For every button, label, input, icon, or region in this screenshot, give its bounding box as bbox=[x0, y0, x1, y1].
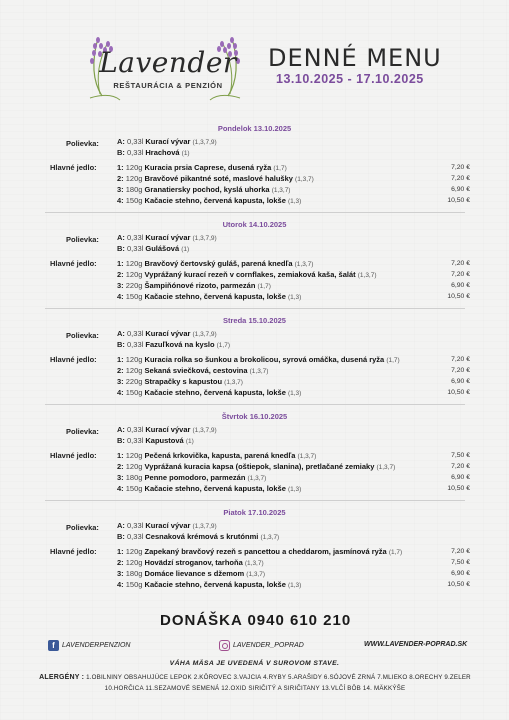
item-price: 10,50 € bbox=[447, 485, 470, 492]
allergens-legend bbox=[20, 672, 490, 694]
item-key: 4: bbox=[117, 196, 124, 205]
main-item bbox=[117, 163, 287, 174]
soup-item bbox=[117, 329, 217, 340]
item-allergens: (1,3,7) bbox=[376, 464, 396, 471]
item-weight: 220g bbox=[125, 377, 143, 386]
item-name: Gulášová bbox=[145, 244, 180, 253]
main-item bbox=[117, 281, 271, 292]
main-item bbox=[117, 569, 265, 580]
item-name: Kačacie stehno, červená kapusta, lokše bbox=[144, 484, 286, 493]
page-title: DENNÉ MENU bbox=[268, 44, 442, 72]
item-allergens: (1,3,7) bbox=[295, 176, 314, 183]
item-key: 1: bbox=[117, 547, 124, 556]
item-key: 4: bbox=[117, 388, 124, 397]
item-key: 1: bbox=[117, 163, 124, 172]
item-weight: 150g bbox=[125, 388, 143, 397]
day-section bbox=[0, 220, 509, 316]
item-allergens: (1) bbox=[181, 150, 190, 157]
item-key: B: bbox=[117, 148, 125, 157]
item-key: A: bbox=[117, 137, 125, 146]
item-price: 10,50 € bbox=[447, 389, 470, 396]
main-item bbox=[117, 174, 314, 185]
day-section bbox=[0, 124, 509, 220]
delivery-phone[interactable]: DONÁŠKA 0940 610 210 bbox=[160, 612, 352, 629]
item-price: 7,20 € bbox=[451, 367, 470, 374]
item-price: 7,20 € bbox=[451, 463, 470, 470]
item-name: Strapačky s kapustou bbox=[144, 377, 223, 386]
menu-days bbox=[0, 124, 509, 600]
main-label: Hlavné jedlo: bbox=[50, 259, 97, 268]
item-name: Fazuľková na kyslo bbox=[145, 340, 215, 349]
day-title: Pondelok 13.10.2025 bbox=[217, 124, 292, 133]
day-section bbox=[0, 412, 509, 508]
item-allergens: (1,3,7) bbox=[357, 272, 377, 279]
item-price: 7,20 € bbox=[451, 164, 470, 171]
main-item bbox=[117, 580, 301, 591]
item-weight: 120g bbox=[125, 558, 143, 567]
item-weight: 220g bbox=[125, 281, 143, 290]
item-weight: 120g bbox=[125, 355, 143, 364]
facebook-link[interactable] bbox=[48, 640, 130, 651]
item-allergens: (1,7) bbox=[216, 342, 231, 349]
item-weight: 120g bbox=[125, 259, 143, 268]
item-key: A: bbox=[117, 425, 125, 434]
item-weight: 150g bbox=[125, 580, 143, 589]
item-weight: 120g bbox=[125, 547, 143, 556]
soup-label: Polievka: bbox=[66, 139, 99, 148]
item-name: Penne pomodoro, parmezán bbox=[144, 473, 246, 482]
item-allergens: (1) bbox=[181, 246, 190, 253]
day-section bbox=[0, 316, 509, 412]
item-name: Kurací vývar bbox=[145, 137, 191, 146]
item-name: Kačacie stehno, červená kapusta, lokše bbox=[144, 580, 286, 589]
item-weight: 0,33l bbox=[127, 425, 144, 434]
item-price: 7,20 € bbox=[451, 260, 470, 267]
item-name: Kačacie stehno, červená kapusta, lokše bbox=[144, 388, 286, 397]
item-price: 10,50 € bbox=[447, 293, 470, 300]
main-item bbox=[117, 270, 377, 281]
item-price: 7,20 € bbox=[451, 356, 470, 363]
item-key: 1: bbox=[117, 355, 124, 364]
instagram-icon bbox=[219, 640, 230, 651]
main-item bbox=[117, 451, 316, 462]
soup-item bbox=[117, 137, 217, 148]
item-key: 2: bbox=[117, 270, 124, 279]
item-key: 3: bbox=[117, 377, 124, 386]
item-name: Kuracia rolka so šunkou a brokolicou, syrová omáčka, dusená ryža bbox=[144, 355, 385, 364]
main-item bbox=[117, 196, 301, 207]
item-name: Kurací vývar bbox=[145, 329, 191, 338]
soup-label: Polievka: bbox=[66, 523, 99, 532]
item-allergens: (1) bbox=[185, 438, 194, 445]
item-name: Granatiersky pochod, kyslá uhorka bbox=[144, 185, 270, 194]
item-weight: 150g bbox=[125, 196, 143, 205]
website-link[interactable]: WWW.LAVENDER-POPRAD.SK bbox=[364, 641, 468, 648]
item-weight: 120g bbox=[125, 174, 143, 183]
item-key: 1: bbox=[117, 259, 124, 268]
soup-item bbox=[117, 233, 217, 244]
item-allergens: (1,3) bbox=[287, 198, 302, 205]
day-title: Utorok 14.10.2025 bbox=[222, 220, 287, 229]
item-price: 7,50 € bbox=[451, 559, 470, 566]
item-name: Kurací vývar bbox=[145, 521, 191, 530]
item-price: 6,90 € bbox=[451, 282, 470, 289]
item-allergens: (1,3,7) bbox=[294, 261, 314, 268]
item-weight: 150g bbox=[125, 292, 143, 301]
item-allergens: (1,3,7,9) bbox=[192, 139, 217, 146]
main-item bbox=[117, 292, 301, 303]
main-item bbox=[117, 462, 395, 473]
facebook-icon: f bbox=[48, 640, 59, 651]
soup-item bbox=[117, 436, 194, 447]
main-label: Hlavné jedlo: bbox=[50, 547, 97, 556]
item-weight: 120g bbox=[125, 462, 143, 471]
item-price: 6,90 € bbox=[451, 378, 470, 385]
item-name: Bravčové pikantné soté, maslové halušky bbox=[144, 174, 293, 183]
item-name: Cesnaková krémová s krutónmi bbox=[145, 532, 259, 541]
item-name: Vyprážaná kuracia kapsa (oštiepok, slanina), pretlačané zemiaky bbox=[144, 462, 375, 471]
logo-subtitle: REŠTAURÁCIA & PENZIÓN bbox=[113, 81, 223, 90]
logo bbox=[80, 34, 250, 104]
item-allergens: (1,3,7) bbox=[246, 571, 266, 578]
item-weight: 120g bbox=[125, 270, 143, 279]
item-allergens: (1,7) bbox=[386, 357, 400, 364]
allergens-text: 1.OBILNINY OBSAHUJÚCE LEPOK 2.KÔROVEC 3.VAJCIA 4.RYBY 5.ARAŠIDY 6.SÓJOVÉ ZRNÁ 7.MLIEKO 8.ORECHY 9.ZELER 10.HORČICA 11.SEZAMOVÉ SEMENÁ 12.OXID SIRIČITÝ A SIRIČITANY 13.VLČÍ BÔB 14. MÄKKÝŠE bbox=[86, 674, 471, 692]
item-name: Hrachová bbox=[145, 148, 180, 157]
item-allergens: (1,7) bbox=[273, 165, 287, 172]
divider bbox=[45, 500, 465, 501]
item-name: Zapekaný bravčový rezeň s pancettou a cheddarom, jasmínová ryža bbox=[144, 547, 387, 556]
item-allergens: (1,3,7) bbox=[271, 187, 291, 194]
item-key: 1: bbox=[117, 451, 124, 460]
divider bbox=[45, 308, 465, 309]
main-item bbox=[117, 388, 301, 399]
item-allergens: (1,3,7) bbox=[224, 379, 243, 386]
item-key: 3: bbox=[117, 185, 124, 194]
footer-links bbox=[0, 640, 509, 656]
item-price: 6,90 € bbox=[451, 186, 470, 193]
day-title: Štvrtok 16.10.2025 bbox=[221, 412, 288, 421]
item-weight: 120g bbox=[125, 163, 143, 172]
item-key: 3: bbox=[117, 281, 124, 290]
item-price: 10,50 € bbox=[447, 581, 470, 588]
soup-item bbox=[117, 532, 279, 543]
soup-label: Polievka: bbox=[66, 331, 99, 340]
main-label: Hlavné jedlo: bbox=[50, 451, 97, 460]
item-name: Bravčový čertovský guláš, parená knedľa bbox=[144, 259, 293, 268]
item-allergens: (1,3) bbox=[287, 582, 302, 589]
item-weight: 0,33l bbox=[127, 148, 144, 157]
item-key: 2: bbox=[117, 558, 124, 567]
item-allergens: (1,3,7) bbox=[244, 560, 264, 567]
day-section bbox=[0, 508, 509, 600]
item-allergens: (1,7) bbox=[257, 283, 271, 290]
item-allergens: (1,3,7,9) bbox=[192, 523, 217, 530]
main-item bbox=[117, 366, 268, 377]
item-key: A: bbox=[117, 233, 125, 242]
item-weight: 180g bbox=[125, 185, 143, 194]
main-item bbox=[117, 473, 266, 484]
item-name: Kačacie stehno, červená kapusta, lokše bbox=[144, 196, 286, 205]
divider bbox=[45, 212, 465, 213]
item-weight: 180g bbox=[125, 473, 143, 482]
item-key: 3: bbox=[117, 569, 124, 578]
item-name: Kurací vývar bbox=[145, 233, 191, 242]
item-key: A: bbox=[117, 329, 125, 338]
item-name: Sekaná sviečková, cestovina bbox=[144, 366, 248, 375]
item-weight: 150g bbox=[125, 484, 143, 493]
item-key: 2: bbox=[117, 366, 124, 375]
item-name: Šampiňónové rizoto, parmezán bbox=[144, 281, 256, 290]
weight-note: VÁHA MÄSA JE UVEDENÁ V SUROVOM STAVE. bbox=[169, 660, 340, 667]
item-price: 7,20 € bbox=[451, 271, 470, 278]
item-allergens: (1,3) bbox=[287, 294, 302, 301]
divider bbox=[45, 404, 465, 405]
item-key: 2: bbox=[117, 462, 124, 471]
item-name: Kuracia prsia Caprese, dusená ryža bbox=[144, 163, 272, 172]
item-weight: 0,33l bbox=[127, 521, 144, 530]
day-title: Piatok 17.10.2025 bbox=[223, 508, 286, 517]
item-key: B: bbox=[117, 244, 125, 253]
main-item bbox=[117, 484, 301, 495]
item-key: B: bbox=[117, 436, 125, 445]
item-name: Kurací vývar bbox=[145, 425, 191, 434]
soup-item bbox=[117, 244, 189, 255]
main-item bbox=[117, 185, 290, 196]
item-weight: 0,33l bbox=[127, 137, 144, 146]
item-weight: 180g bbox=[125, 569, 143, 578]
item-key: 4: bbox=[117, 292, 124, 301]
item-key: B: bbox=[117, 340, 125, 349]
item-key: 4: bbox=[117, 580, 124, 589]
header bbox=[0, 0, 509, 110]
facebook-handle: LAVENDERPENZION bbox=[62, 642, 131, 649]
item-weight: 0,33l bbox=[127, 532, 144, 541]
item-weight: 120g bbox=[125, 451, 143, 460]
item-price: 7,20 € bbox=[451, 175, 470, 182]
item-allergens: (1,3) bbox=[287, 390, 302, 397]
item-allergens: (1,7) bbox=[388, 549, 403, 556]
item-name: Pečená krkovička, kapusta, parená knedľa bbox=[144, 451, 296, 460]
instagram-link[interactable] bbox=[219, 640, 304, 651]
item-allergens: (1,3,7) bbox=[247, 475, 267, 482]
main-item bbox=[117, 377, 243, 388]
main-item bbox=[117, 355, 400, 366]
item-price: 6,90 € bbox=[451, 474, 470, 481]
item-weight: 0,33l bbox=[127, 244, 144, 253]
item-key: B: bbox=[117, 532, 125, 541]
item-allergens: (1,3) bbox=[287, 486, 302, 493]
soup-label: Polievka: bbox=[66, 235, 99, 244]
item-key: A: bbox=[117, 521, 125, 530]
item-weight: 0,33l bbox=[127, 233, 144, 242]
item-allergens: (1,3,7) bbox=[297, 453, 317, 460]
main-item bbox=[117, 259, 313, 270]
item-price: 10,50 € bbox=[447, 197, 470, 204]
allergens-label: ALERGÉNY : bbox=[39, 674, 85, 681]
main-item bbox=[117, 547, 402, 558]
item-name: Kapustová bbox=[145, 436, 184, 445]
soup-label: Polievka: bbox=[66, 427, 99, 436]
item-name: Domáce lievance s džemom bbox=[144, 569, 245, 578]
day-title: Streda 15.10.2025 bbox=[223, 316, 286, 325]
item-allergens: (1,3,7,9) bbox=[192, 235, 217, 242]
item-allergens: (1,3,7,9) bbox=[192, 427, 217, 434]
soup-item bbox=[117, 521, 217, 532]
item-name: Hovädzí stroganov, tarhoňa bbox=[144, 558, 243, 567]
item-price: 7,20 € bbox=[451, 548, 470, 555]
main-item bbox=[117, 558, 264, 569]
item-allergens: (1,3,7,9) bbox=[192, 331, 217, 338]
item-allergens: (1,3,7) bbox=[260, 534, 280, 541]
item-allergens: (1,3,7) bbox=[249, 368, 269, 375]
date-range: 13.10.2025 - 17.10.2025 bbox=[276, 72, 424, 86]
instagram-handle: LAVENDER_POPRAD bbox=[233, 642, 304, 649]
item-price: 7,50 € bbox=[451, 452, 470, 459]
soup-item bbox=[117, 148, 190, 159]
main-label: Hlavné jedlo: bbox=[50, 163, 97, 172]
item-price: 6,90 € bbox=[451, 570, 470, 577]
item-key: 4: bbox=[117, 484, 124, 493]
item-weight: 120g bbox=[125, 366, 143, 375]
item-name: Kačacie stehno, červená kapusta, lokše bbox=[144, 292, 286, 301]
soup-item bbox=[117, 340, 230, 351]
item-weight: 0,33l bbox=[127, 436, 144, 445]
item-key: 3: bbox=[117, 473, 124, 482]
item-name: Vyprážaný kurací rezeň v cornflakes, zemiaková kaša, šalát bbox=[144, 270, 356, 279]
soup-item bbox=[117, 425, 217, 436]
item-weight: 0,33l bbox=[127, 329, 144, 338]
logo-name: Lavender bbox=[99, 46, 237, 79]
item-key: 2: bbox=[117, 174, 124, 183]
main-label: Hlavné jedlo: bbox=[50, 355, 97, 364]
item-weight: 0,33l bbox=[127, 340, 144, 349]
